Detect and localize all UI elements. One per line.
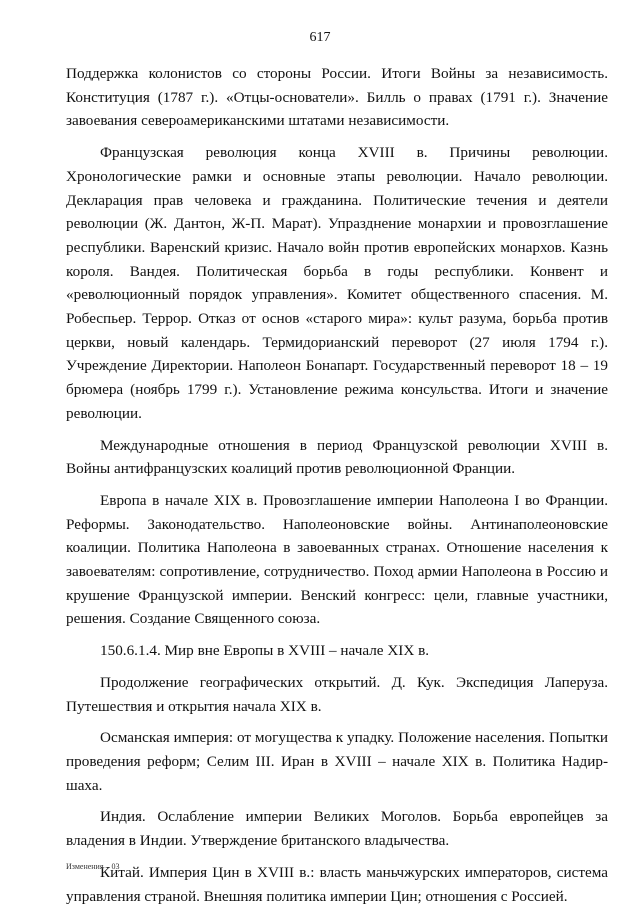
page-number: 617 bbox=[309, 30, 331, 45]
paragraph-ottoman-empire: Османская империя: от могущества к упадку. Положение населения. Попытки проведения реформ; Селим III. Иран в XVIII – начале XIX в. Политика Надир-шаха. bbox=[66, 729, 608, 794]
paragraph-independence-results: Поддержка колонистов со стороны России. Итоги Войны за независимость. Конституция (1787 г.). «Отцы-основатели». Билль о правах (1791 г.). Значение завоевания североамериканскими штатами независимости. bbox=[66, 65, 608, 130]
footer-revision-note: Изменения – 03 bbox=[66, 862, 120, 871]
paragraph-geographic-discoveries: Продолжение географических открытий. Д. Кук. Экспедиция Лаперуза. Путешествия и открытия начала XIX в. bbox=[66, 673, 608, 715]
document-body bbox=[66, 62, 608, 916]
paragraph-china: Китай. Империя Цин в XVIII в.: власть маньчжурских императоров, система управления страной. Внешняя политика империи Цин; отношения с Россией. bbox=[66, 863, 608, 905]
paragraph-europe-early-19th: Европа в начале XIX в. Провозглашение империи Наполеона I во Франции. Реформы. Законодательство. Наполеоновские войны. Антинаполеоновские коалиции. Политика Наполеона в завоеванных странах. Отношение населения к завоевателям: сопротивление, сотрудничество. Поход армии Наполеона в Россию и крушение Французской империи. Венский конгресс: цели, главные участники, решения. Создание Священного союза. bbox=[66, 491, 608, 628]
section-heading-world-outside-europe: 150.6.1.4. Мир вне Европы в XVIII – начале XIX в. bbox=[100, 642, 430, 660]
paragraph-international-relations: Международные отношения в период Французской революции XVIII в. Войны антифранцузских коалиций против революционной Франции. bbox=[66, 436, 608, 478]
paragraph-india: Индия. Ослабление империи Великих Моголов. Борьба европейцев за владения в Индии. Утверждение британского владычества. bbox=[66, 808, 608, 850]
paragraph-french-revolution: Французская революция конца XVIII в. Причины революции. Хронологические рамки и основные этапы революции. Начало революции. Декларация прав человека и гражданина. Политические течения и деятели революции (Ж. Дантон, Ж-П. Марат). Упразднение монархии и провозглашение республики. Варенский кризис. Начало войн против европейских монархов. Казнь короля. Вандея. Политическая борьба в годы республики. Конвент и «революционный порядок управления». Комитет общественного спасения. М. Робеспьер. Террор. Отказ от основ «старого мира»: культ разума, борьба против церкви, новый календарь. Термидорианский переворот (27 июля 1794 г.). Учреждение Директории. Наполеон Бонапарт. Государственный переворот 18 – 19 брюмера (ноябрь 1799 г.). Установление режима консульства. Итоги и значение революции. bbox=[66, 144, 608, 422]
